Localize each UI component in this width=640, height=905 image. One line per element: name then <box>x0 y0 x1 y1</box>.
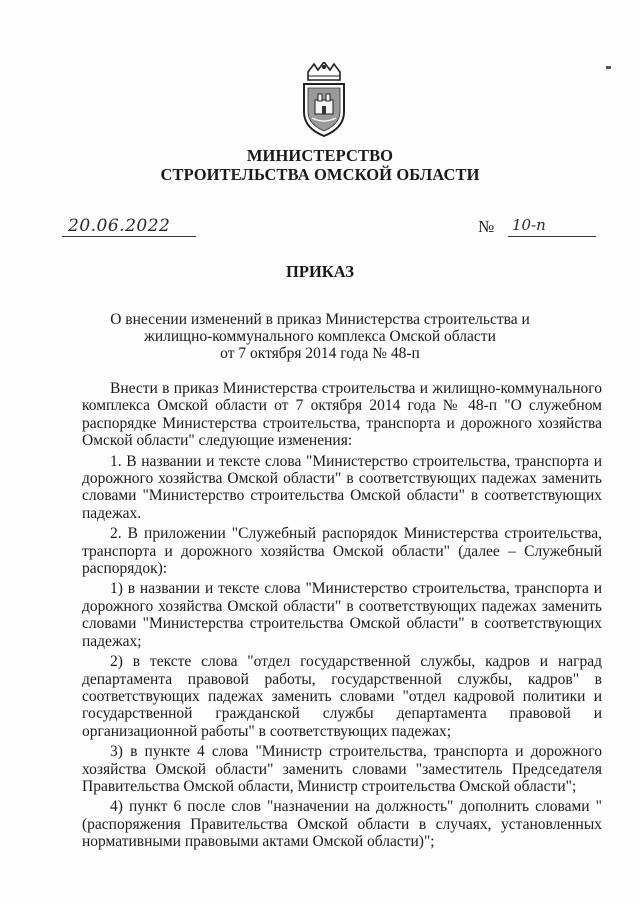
body-paragraph: Внести в приказ Министерства строительства и жилищно-коммунального комплекса Омской области от 7 октября 2014 года № 48-п "О служебном распорядке Министерства строительства, транспорта и дорожного хозяйства Омской области" следующие изменения: <box>82 380 602 450</box>
body-paragraph: 2. В приложении "Служебный распорядок Министерства строительства, транспорта и дорожного хозяйства Омской области" (далее – Служебный распорядок): <box>82 525 602 578</box>
order-body <box>82 380 602 854</box>
order-subject <box>88 311 552 362</box>
body-paragraph: 2) в тексте слова "отдел государственной службы, кадров и наград департамента правовой работы, государственной службы, кадров" в соответствующих падежах заменить словами "отдел кадровой политики и государственной гражданской службы департамента правовой и организационной работы" в соответствующих падежах; <box>82 653 602 740</box>
subject-line: от 7 октября 2014 года № 48-п <box>220 345 420 362</box>
subject-line: О внесении изменений в приказ Министерства строительства и <box>110 311 530 328</box>
number-sign: № <box>478 217 495 236</box>
omsk-coat-of-arms-icon <box>298 62 350 138</box>
number-underline <box>508 236 596 237</box>
body-paragraph: 1. В названии и тексте слова "Министерство строительства, транспорта и дорожного хозяйства Омской области" в соответствующих падежах заменить словами "Министерство строительства Омской области" в соответствующих падежах. <box>82 452 602 522</box>
body-paragraph: 3) в пункте 4 слова "Министр строительства, транспорта и дорожного хозяйства Омской области" заменить словами "заместитель Председателя Правительства Омской области, Министр строительства Омской области"; <box>82 743 602 795</box>
date-underline <box>62 236 196 237</box>
subject-line: жилищно-коммунального комплекса Омской области <box>144 328 496 345</box>
scan-mark <box>606 66 611 69</box>
ministry-title-line2: СТРОИТЕЛЬСТВА ОМСКОЙ ОБЛАСТИ <box>160 165 480 184</box>
order-title: ПРИКАЗ <box>286 262 354 281</box>
ministry-title-line1: МИНИСТЕРСТВО <box>246 146 394 165</box>
body-paragraph: 4) пункт 6 после слов "назначении на должность" дополнить словами "(распоряжения Правительства Омской области в случаях, установленных нормативными правовыми актами Омской области)"; <box>82 798 602 851</box>
body-paragraph: 1) в названии и тексте слова "Министерство строительства, транспорта и дорожного хозяйства Омской области" в соответствующих падежах заменить словами "Министерства строительства Омской области" в соответствующих падежах; <box>82 580 602 650</box>
handwritten-date: 20.06.2022 <box>68 216 171 236</box>
handwritten-order-number: 10-п <box>512 216 546 234</box>
